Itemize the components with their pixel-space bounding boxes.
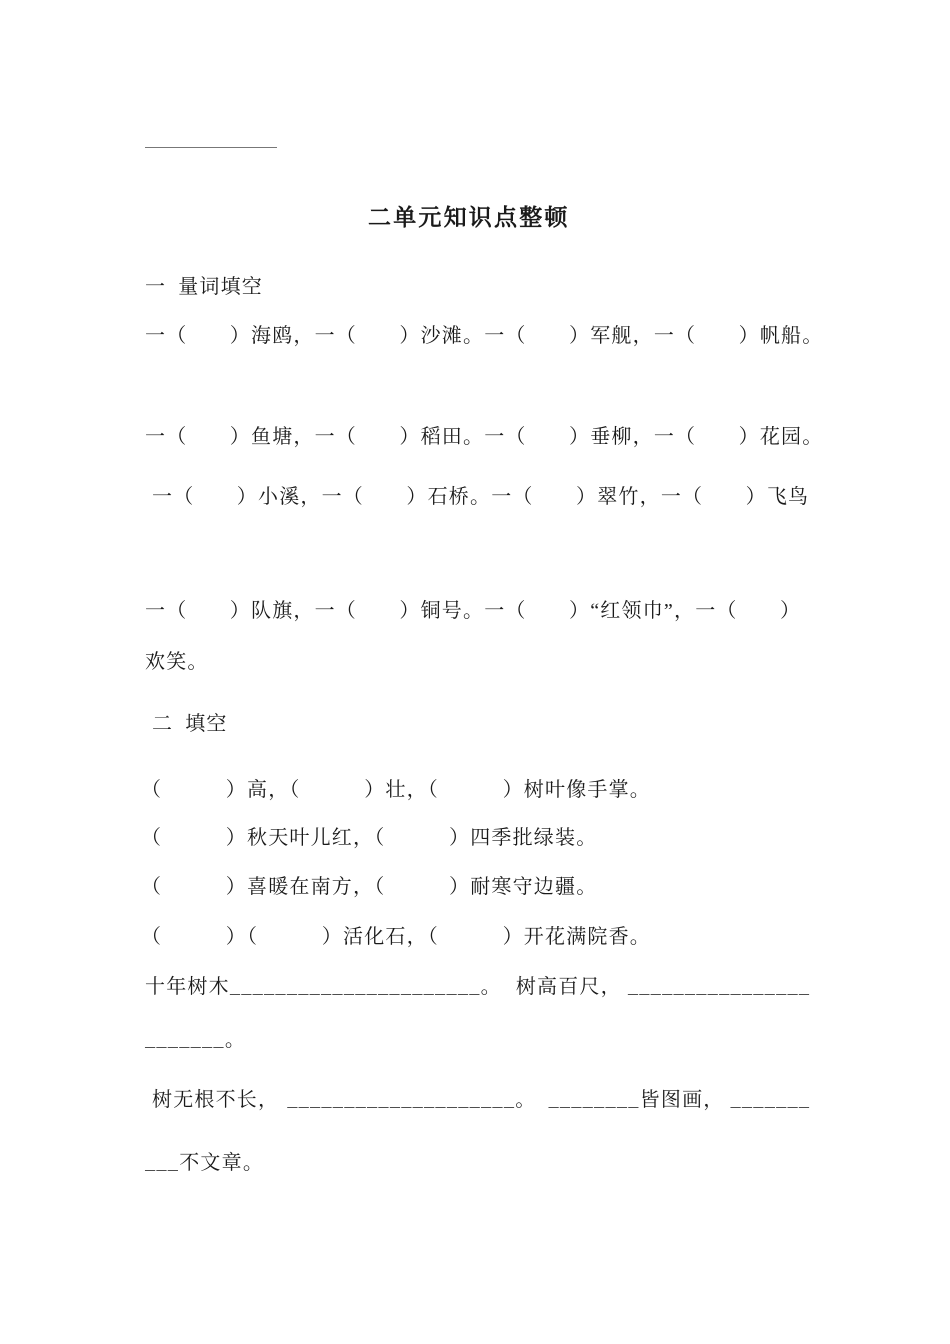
- measure-word-item: 一（ ）海鸥，: [145, 325, 315, 347]
- measure-word-line: [145, 599, 801, 623]
- answer-blank: _______: [730, 1093, 811, 1112]
- measure-word-item: 一（ ）“红领巾”，: [484, 600, 696, 622]
- riddle-line: [141, 778, 651, 802]
- header-rule: [145, 147, 277, 148]
- riddle-text: （ ）（ ）活化石，（ ）开花满院香。: [141, 926, 651, 948]
- riddle-text: （ ）喜暖在南方，（ ）耐寒守边疆。: [141, 876, 598, 898]
- answer-blank: ____________________: [287, 1093, 516, 1112]
- answer-blank: ___: [145, 1156, 180, 1175]
- measure-word-line: [145, 324, 823, 348]
- riddle-line: [141, 925, 651, 949]
- measure-word-item: 一（ ）小溪，: [152, 486, 322, 508]
- section-title: 填空: [185, 713, 228, 735]
- riddle-text: （ ）秋天叶儿红，（ ）四季批绿装。: [141, 827, 598, 849]
- proverb-punctuation: 。: [515, 1089, 537, 1111]
- proverb-punctuation: 。: [480, 976, 502, 998]
- proverb-line: [145, 1028, 246, 1055]
- measure-word-item: 一（ ）鱼塘，: [145, 426, 315, 448]
- measure-word-item: 一（ ）铜号。: [314, 600, 485, 622]
- page-title: 二单元知识点整顿: [368, 205, 570, 230]
- section-number: 一: [145, 276, 167, 298]
- riddle-text: （ ）高，（ ）壮，（ ）树叶像手掌。: [141, 779, 651, 801]
- answer-blank: _______: [145, 1033, 225, 1052]
- proverb-text: 树高百尺，: [515, 976, 622, 998]
- measure-word-item: 一（ ）军舰，: [484, 325, 654, 347]
- proverb-text: 皆图画，: [639, 1089, 725, 1111]
- answer-blank: ________: [548, 1093, 640, 1112]
- measure-word-item: 欢笑。: [145, 651, 209, 673]
- measure-word-item: 一（ ）石桥。: [321, 486, 492, 508]
- riddle-line: [141, 826, 597, 850]
- measure-word-item: 一（ ）稻田。: [314, 426, 485, 448]
- proverb-line: [152, 1088, 810, 1115]
- proverb-line: [145, 975, 810, 1002]
- riddle-line: [141, 875, 597, 899]
- measure-word-item: 一（ ）沙滩。: [314, 325, 485, 347]
- measure-word-line: [152, 485, 809, 509]
- proverb-text: 不文章。: [179, 1152, 265, 1174]
- answer-blank: ______________________: [229, 980, 481, 999]
- proverb-punctuation: 。: [224, 1029, 247, 1051]
- proverb-text: 树无根不长，: [152, 1089, 280, 1111]
- section-number: 二: [152, 713, 174, 735]
- measure-word-item: 一（ ）垂柳，: [484, 426, 654, 448]
- section-title: 量词填空: [178, 276, 264, 298]
- measure-word-item: 一（ ）队旗，: [145, 600, 315, 622]
- proverb-line: [145, 1151, 264, 1178]
- measure-word-line-wrap: [145, 650, 209, 674]
- section-heading-measure-words: [145, 275, 263, 299]
- measure-word-item: 一（ ）帆船。: [653, 325, 824, 347]
- section-heading-fill-blanks: [152, 712, 228, 736]
- answer-blank: ________________: [627, 980, 811, 999]
- measure-word-line: [145, 425, 823, 449]
- measure-word-item: 一（ ）翠竹，: [491, 486, 661, 508]
- measure-word-item: 一（ ）花园。: [653, 426, 824, 448]
- proverb-text: 十年树木: [145, 976, 230, 998]
- measure-word-item: 一（ ）: [695, 600, 802, 622]
- measure-word-item: 一（ ）飞鸟: [660, 486, 810, 508]
